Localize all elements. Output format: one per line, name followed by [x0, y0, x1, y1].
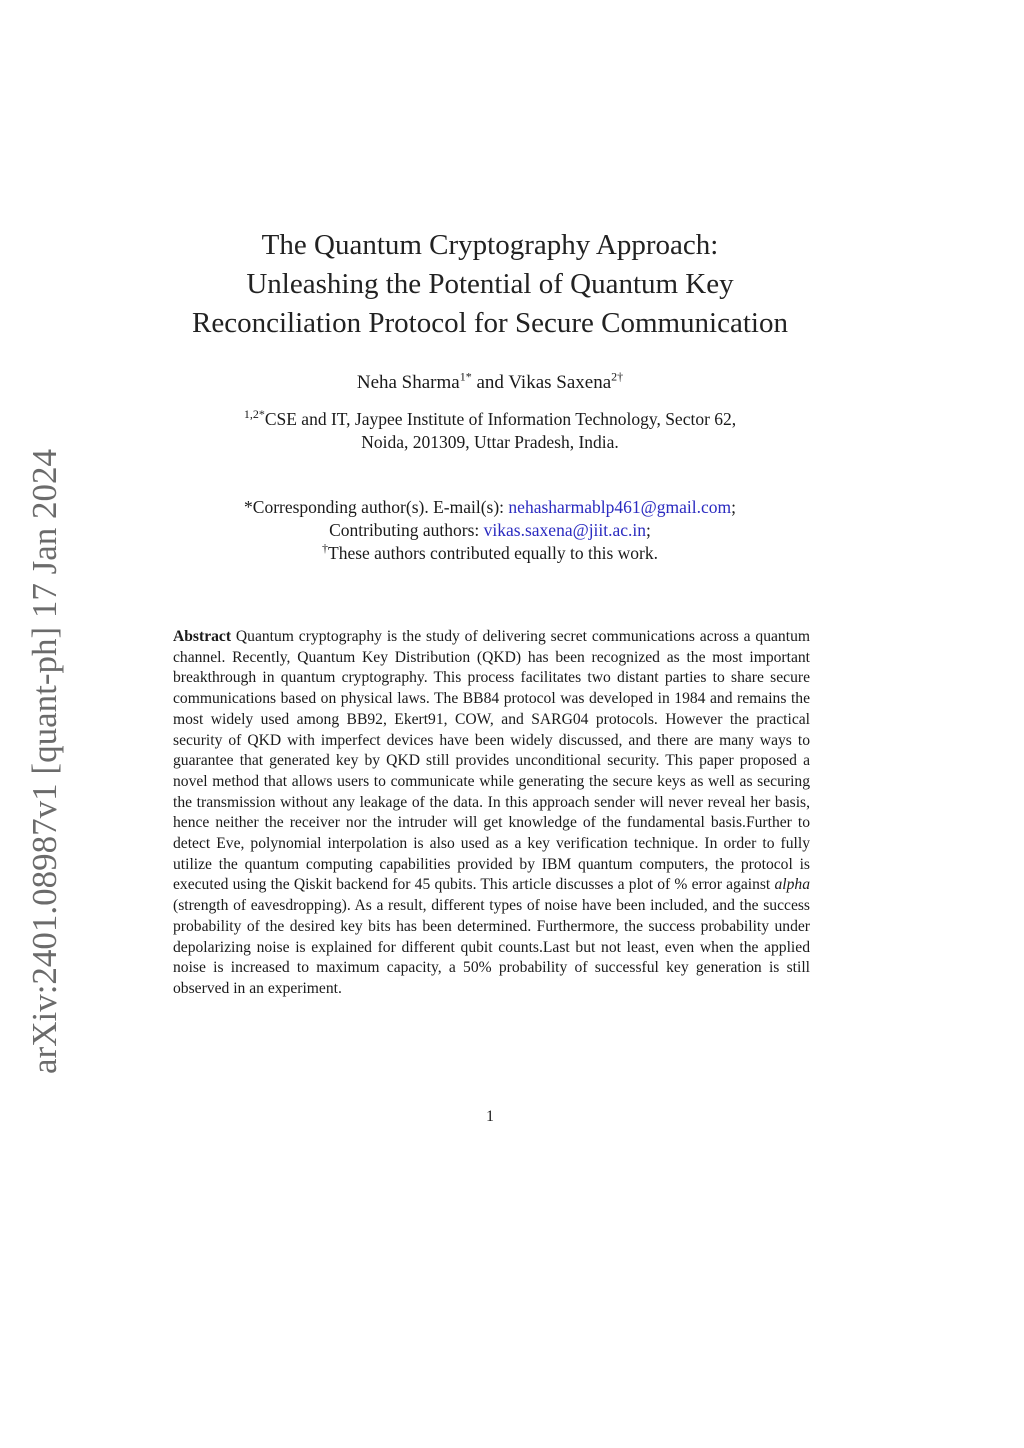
- author-1-marker: 1*: [459, 369, 472, 384]
- author-2-marker: 2†: [611, 369, 624, 384]
- corresponding-suffix: ;: [731, 497, 736, 517]
- page-number: 1: [486, 1108, 494, 1125]
- equal-contribution-line: [150, 542, 830, 565]
- title-line-2: Unleashing the Potential of Quantum Key: [246, 268, 734, 300]
- contributing-authors-line: [150, 519, 830, 542]
- corresponding-email-link[interactable]: nehasharmablp461@gmail.com: [508, 497, 732, 517]
- affiliation-line-2: Noida, 201309, Uttar Pradesh, India.: [361, 432, 619, 452]
- abstract-label: Abstract: [173, 628, 232, 645]
- contributing-suffix: ;: [646, 520, 651, 540]
- abstract-alpha-term: alpha: [774, 876, 810, 894]
- arxiv-identifier: arXiv:2401.08987v1 [quant-ph] 17 Jan 2024: [25, 448, 64, 1074]
- author-list: [150, 370, 830, 396]
- affiliation-line-1-text: CSE and IT, Jaypee Institute of Information Technology, Sector 62,: [264, 409, 737, 429]
- title-line-1: The Quantum Cryptography Approach:: [261, 229, 719, 261]
- contributing-prefix: Contributing authors:: [329, 520, 484, 540]
- abstract: [173, 627, 810, 1000]
- author-1-name: Neha Sharma: [356, 372, 460, 393]
- paper-title: [150, 226, 830, 343]
- corresponding-prefix: *Corresponding author(s). E-mail(s):: [244, 497, 509, 517]
- affiliation: [150, 408, 830, 454]
- equal-contribution-text: These authors contributed equally to this work.: [328, 543, 658, 563]
- correspondence-block: [150, 496, 830, 565]
- contributing-email-link[interactable]: vikas.saxena@jiit.ac.in: [483, 520, 647, 540]
- affiliation-marker: 1,2*: [243, 407, 265, 422]
- abstract-text-part-2: (strength of eavesdropping). As a result, different types of noise have been included, and the success probability of the desired key bits has been determined. Furthermore, the success probability under depolarizing noise is explained for different qubit counts.Last but not least, even when the applied noise is increased to maximum capacity, a 50% probability of successful key generation is still observed in an experiment.: [173, 897, 810, 997]
- author-2-name: Vikas Saxena: [508, 372, 612, 393]
- author-conjunction: and: [476, 372, 504, 393]
- abstract-text-part-1: Quantum cryptography is the study of delivering secret communications across a quantum channel. Recently, Quantum Key Distribution (QKD) has been recognized as the most important breakthrough in quantum cryptography. This process facilitates two distant parties to share secure communications based on physical laws. The BB84 protocol was developed in 1984 and remains the most widely used among BB92, Ekert91, COW, and SARG04 protocols. However the practical security of QKD with imperfect devices have been widely discussed, and there are many ways to guarantee that generated key by QKD still provides unconditional security. This paper proposed a novel method that allows users to communicate while generating the secure keys as well as securing the transmission without any leakage of the data. In this approach sender will never reveal her basis, hence neither the receiver nor the intruder will get knowledge of the fundamental basis.Further to detect Eve, polynomial interpolation is also used as a key verification technique. In order to fully utilize the quantum computing capabilities provided by IBM quantum computers, the protocol is executed using the Qiskit backend for 45 qubits. This article discusses a plot of % error against: [173, 628, 810, 894]
- equal-contribution-marker: †: [322, 541, 328, 556]
- affiliation-line-1: [150, 408, 830, 431]
- corresponding-author-line: [150, 496, 830, 519]
- title-line-3: Reconciliation Protocol for Secure Communication: [192, 307, 788, 339]
